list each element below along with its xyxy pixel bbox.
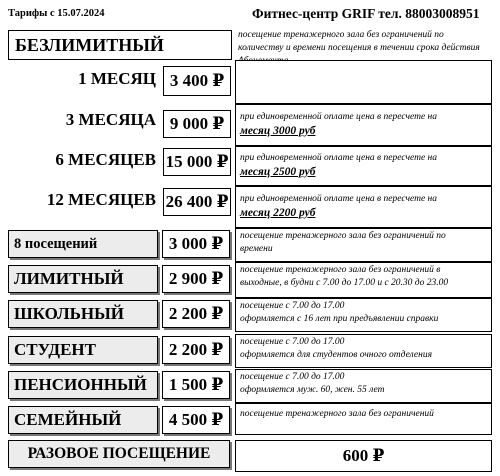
- club-name-phone: Фитнес-центр GRIF тел. 88003008951: [252, 6, 480, 21]
- note-12-months-monthly: месяц 2200 руб: [240, 206, 316, 219]
- tariff-8-visits-note-line1: посещение тренажерного зала без ограничений по: [240, 231, 446, 241]
- tariff-limited-price: 2 900 ₽: [162, 265, 230, 293]
- note-12-months: [235, 186, 492, 228]
- note-12-months-text: при единовременной оплате цена в пересчете на: [240, 194, 437, 204]
- period-12-months: 12 МЕСЯЦЕВ: [46, 190, 156, 209]
- tariff-family-name: СЕМЕЙНЫЙ: [8, 406, 158, 434]
- price-3-months: 9 000 ₽: [163, 110, 231, 138]
- tariff-limited-note-line1: посещение тренажерного зала без ограничений в: [240, 265, 441, 275]
- tariff-school-name: ШКОЛЬНЫЙ: [8, 300, 158, 328]
- single-visit-price: 600 ₽: [235, 440, 492, 472]
- tariff-student-note: [235, 334, 492, 368]
- tariff-student-note-line2: оформляется для студентов очного отделения: [240, 349, 433, 360]
- tariff-family-note: [235, 403, 492, 435]
- tariff-pensioner-note-line1: посещение с 7.00 до 17.00: [240, 372, 345, 382]
- note-3-months: [235, 104, 492, 146]
- note-3-months-text: при единовременной оплате цена в пересчете на: [240, 112, 437, 122]
- tariff-student-name: СТУДЕНТ: [8, 336, 158, 364]
- tariff-pensioner-name: ПЕНСИОННЫЙ: [8, 371, 158, 399]
- period-6-months: 6 МЕСЯЦЕВ: [55, 150, 156, 169]
- tariff-8-visits-name: 8 посещений: [8, 230, 158, 258]
- period-3-months: 3 МЕСЯЦА: [65, 110, 156, 129]
- tariff-pensioner-note: [235, 369, 492, 403]
- tariff-school-price: 2 200 ₽: [162, 300, 230, 328]
- tariff-school-note: [235, 298, 492, 332]
- unlimited-title: БЕЗЛИМИТНЫЙ: [8, 30, 232, 60]
- tariff-pensioner-note-line2: оформляется муж. 60, жен. 55 лет: [240, 384, 385, 395]
- note-6-months-monthly: месяц 2500 руб: [240, 165, 316, 178]
- tariff-student-price: 2 200 ₽: [162, 336, 230, 364]
- single-visit-label: РАЗОВОЕ ПОСЕЩЕНИЕ: [8, 440, 230, 468]
- tariff-limited-name: ЛИМИТНЫЙ: [8, 265, 158, 293]
- tariff-limited-note: [235, 262, 492, 298]
- tariff-family-price: 4 500 ₽: [162, 406, 230, 434]
- note-1-month: [235, 60, 492, 104]
- tariff-pensioner-price: 1 500 ₽: [162, 371, 230, 399]
- note-6-months: [235, 146, 492, 186]
- price-6-months: 15 000 ₽: [163, 148, 231, 176]
- tariff-limited-note-line2: выходные, в будни с 7.00 до 17.00 и с 20.30 до 23.00: [240, 277, 449, 288]
- period-1-month: 1 МЕСЯЦ: [78, 69, 156, 88]
- unlimited-note: посещение тренажерного зала без ограничений по количеству и времени посещения в течении срока действия: [234, 28, 492, 62]
- tariff-school-note-line2: оформляется с 16 лет при предъявлении справки: [240, 313, 439, 324]
- price-1-month: 3 400 ₽: [163, 66, 231, 96]
- tariff-8-visits-note-line2: времени: [240, 243, 273, 254]
- note-3-months-monthly: месяц 3000 руб: [240, 124, 316, 137]
- tariff-student-note-line1: посещение с 7.00 до 17.00: [240, 337, 345, 347]
- tariff-school-note-line1: посещение с 7.00 до 17.00: [240, 301, 345, 311]
- tariffs-date: Тарифы с 15.07.2024: [8, 8, 105, 19]
- note-6-months-text: при единовременной оплате цена в пересчете на: [240, 153, 437, 163]
- tariff-8-visits-note: [235, 228, 492, 262]
- tariff-8-visits-price: 3 000 ₽: [162, 230, 230, 258]
- tariff-family-note-line1: посещение тренажерного зала без ограничений: [240, 409, 434, 419]
- price-12-months: 26 400 ₽: [163, 188, 231, 216]
